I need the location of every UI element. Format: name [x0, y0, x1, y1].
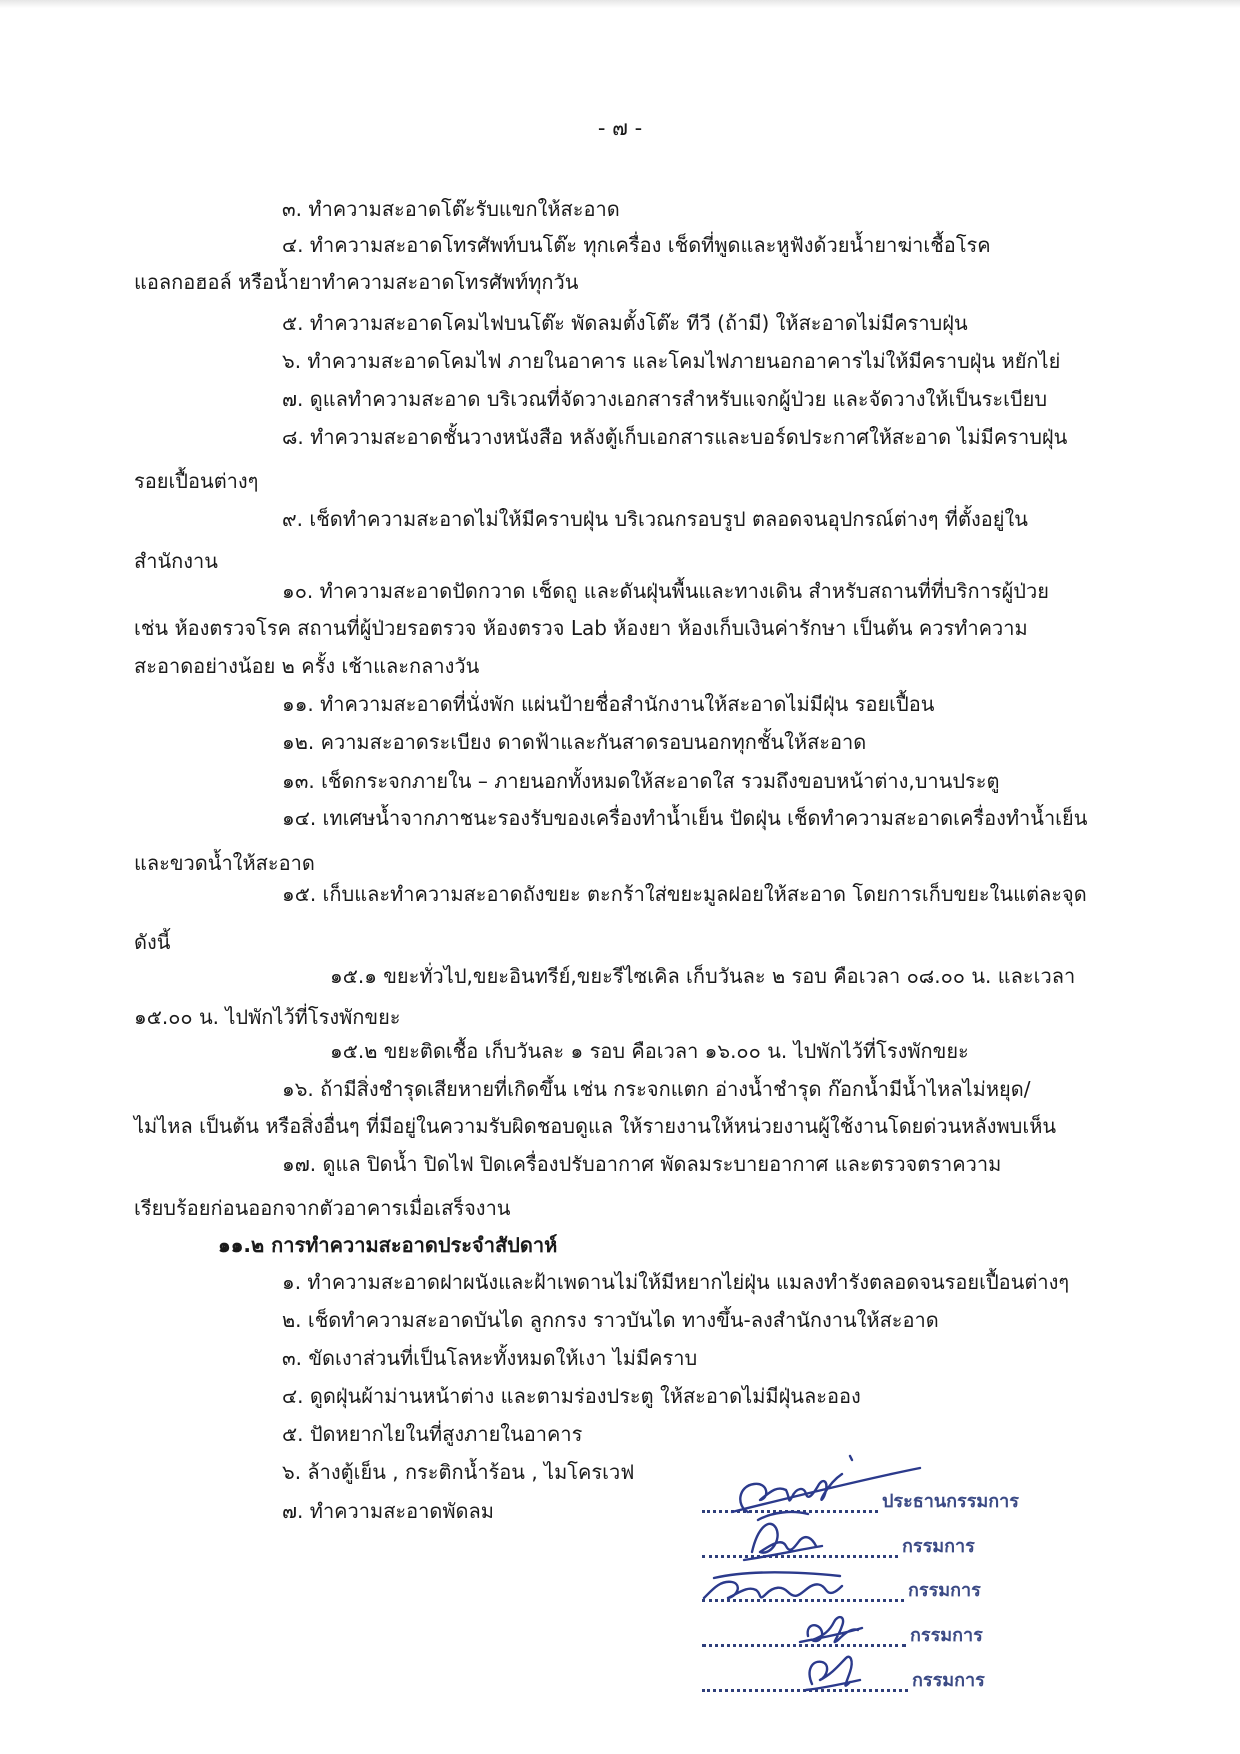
item-16-cont: ไม่ไหล เป็นต้น หรือสิ่งอื่นๆ ที่มีอยู่ในความรับผิดชอบดูแล ให้รายงานให้หน่วยงานผู้ใช้งานโดยด่วนหลังพบเห็น — [134, 1114, 1057, 1138]
signature-member-3 — [800, 1617, 862, 1642]
item-9-cont: สำนักงาน — [134, 549, 218, 573]
item-15-cont: ดังนี้ — [134, 930, 171, 954]
item-10-cont-2: สะอาดอย่างน้อย ๒ ครั้ง เช้าและกลางวัน — [134, 654, 480, 678]
item-17: ๑๗. ดูแล ปิดน้ำ ปิดไฟ ปิดเครื่องปรับอากาศ พัดลมระบายอากาศ และตรวจตราความ — [282, 1152, 1002, 1176]
signature-chair — [732, 1456, 920, 1512]
role-member-4: กรรมการ — [912, 1670, 985, 1691]
weekly-heading: ๑๑.๒ การทำความสะอาดประจำสัปดาห์ — [218, 1233, 558, 1257]
item-11: ๑๑. ทำความสะอาดที่นั่งพัก แผ่นป้ายชื่อสำนักงานให้สะอาดไม่มีฝุ่น รอยเปื้อน — [282, 692, 935, 716]
role-chair: ประธานกรรมการ — [882, 1491, 1019, 1512]
weekly-item-2: ๒. เช็ดทำความสะอาดบันได ลูกกรง ราวบันได ทางขึ้น-ลงสำนักงานให้สะอาด — [282, 1308, 939, 1332]
item-8-cont: รอยเปื้อนต่างๆ — [134, 469, 259, 493]
item-13: ๑๓. เช็ดกระจกภายใน – ภายนอกทั้งหมดให้สะอาดใส รวมถึงขอบหน้าต่าง,บานประตู — [282, 769, 1000, 793]
item-14: ๑๔. เทเศษน้ำจากภาชนะรองรับของเครื่องทำน้ำเย็น ปัดฝุ่น เช็ดทำความสะอาดเครื่องทำน้ำเย็น — [282, 806, 1088, 830]
role-member-1: กรรมการ — [902, 1536, 975, 1557]
item-17-cont: เรียบร้อยก่อนออกจากตัวอาคารเมื่อเสร็จงาน — [134, 1196, 511, 1220]
item-14-cont: และขวดน้ำให้สะอาด — [134, 851, 315, 875]
item-7: ๗. ดูแลทำความสะอาด บริเวณที่จัดวางเอกสารสำหรับแจกผู้ป่วย และจัดวางให้เป็นระเบียบ — [282, 387, 1048, 411]
item-15-1: ๑๕.๑ ขยะทั่วไป,ขยะอินทรีย์,ขยะรีไซเคิล เก็บวันละ ๒ รอบ คือเวลา ๐๘.๐๐ น. และเวลา — [330, 964, 1076, 988]
role-member-3: กรรมการ — [910, 1625, 983, 1646]
item-8: ๘. ทำความสะอาดชั้นวางหนังสือ หลังตู้เก็บเอกสารและบอร์ดประกาศให้สะอาด ไม่มีคราบฝุ่น — [282, 425, 1068, 449]
item-16: ๑๖. ถ้ามีสิ่งชำรุดเสียหายที่เกิดขึ้น เช่น กระจกแตก อ่างน้ำชำรุด ก๊อกน้ำมีน้ำไหลไม่หยุด/ — [282, 1077, 1031, 1101]
signature-member-4 — [806, 1657, 860, 1690]
item-15-2: ๑๕.๒ ขยะติดเชื้อ เก็บวันละ ๑ รอบ คือเวลา ๑๖.๐๐ น. ไปพักไว้ที่โรงพักขยะ — [330, 1039, 969, 1063]
weekly-item-4: ๔. ดูดฝุ่นผ้าม่านหน้าต่าง และตามร่องประตู ให้สะอาดไม่มีฝุ่นละออง — [282, 1384, 861, 1408]
item-15-1-cont: ๑๕.๐๐ น. ไปพักไว้ที่โรงพักขยะ — [134, 1005, 401, 1029]
item-4-cont: แอลกอฮอล์ หรือน้ำยาทำความสะอาดโทรศัพท์ทุกวัน — [134, 270, 579, 294]
item-9: ๙. เช็ดทำความสะอาดไม่ให้มีคราบฝุ่น บริเวณกรอบรูป ตลอดจนอุปกรณ์ต่างๆ ที่ตั้งอยู่ใน — [282, 507, 1028, 531]
weekly-item-3: ๓. ขัดเงาส่วนที่เป็นโลหะทั้งหมดให้เงา ไม่มีคราบ — [282, 1346, 698, 1370]
signature-member-2 — [704, 1572, 842, 1598]
weekly-item-7: ๗. ทำความสะอาดพัดลม — [282, 1499, 494, 1523]
item-5: ๕. ทำความสะอาดโคมไฟบนโต๊ะ พัดลมตั้งโต๊ะ ทีวี (ถ้ามี) ให้สะอาดไม่มีคราบฝุ่น — [282, 311, 968, 335]
weekly-item-1: ๑. ทำความสะอาดฝาผนังและฝ้าเพดานไม่ให้มีหยากไย่ฝุ่น แมลงทำรังตลอดจนรอยเปื้อนต่างๆ — [282, 1270, 1070, 1294]
item-10-cont-1: เช่น ห้องตรวจโรค สถานที่ผู้ป่วยรอตรวจ ห้องตรวจ Lab ห้องยา ห้องเก็บเงินค่ารักษา เป็นต้น ควรทำความ — [134, 616, 1028, 640]
item-15: ๑๕. เก็บและทำความสะอาดถังขยะ ตะกร้าใส่ขยะมูลฝอยให้สะอาด โดยการเก็บขยะในแต่ละจุด — [282, 882, 1087, 906]
item-4: ๔. ทำความสะอาดโทรศัพท์บนโต๊ะ ทุกเครื่อง เช็ดที่พูดและหูฟังด้วยน้ำยาฆ่าเชื้อโรค — [282, 233, 991, 257]
page-number: - ๗ - — [597, 116, 643, 140]
role-member-2: กรรมการ — [908, 1580, 981, 1601]
weekly-item-5: ๕. ปัดหยากไยในที่สูงภายในอาคาร — [282, 1422, 583, 1446]
item-10: ๑๐. ทำความสะอาดปัดกวาด เช็ดถู และดันฝุ่นพื้นและทางเดิน สำหรับสถานที่ที่บริการผู้ป่วย — [282, 579, 1049, 603]
signature-member-1 — [744, 1512, 822, 1560]
weekly-item-6: ๖. ล้างตู้เย็น , กระติกน้ำร้อน , ไมโครเวฟ — [282, 1460, 635, 1484]
item-6: ๖. ทำความสะอาดโคมไฟ ภายในอาคาร และโคมไฟภายนอกอาคารไม่ให้มีคราบฝุ่น หยักไย่ — [282, 349, 1061, 373]
item-3: ๓. ทำความสะอาดโต๊ะรับแขกให้สะอาด — [282, 197, 620, 221]
item-12: ๑๒. ความสะอาดระเบียง ดาดฟ้าและกันสาดรอบนอกทุกชั้นให้สะอาด — [282, 730, 867, 754]
